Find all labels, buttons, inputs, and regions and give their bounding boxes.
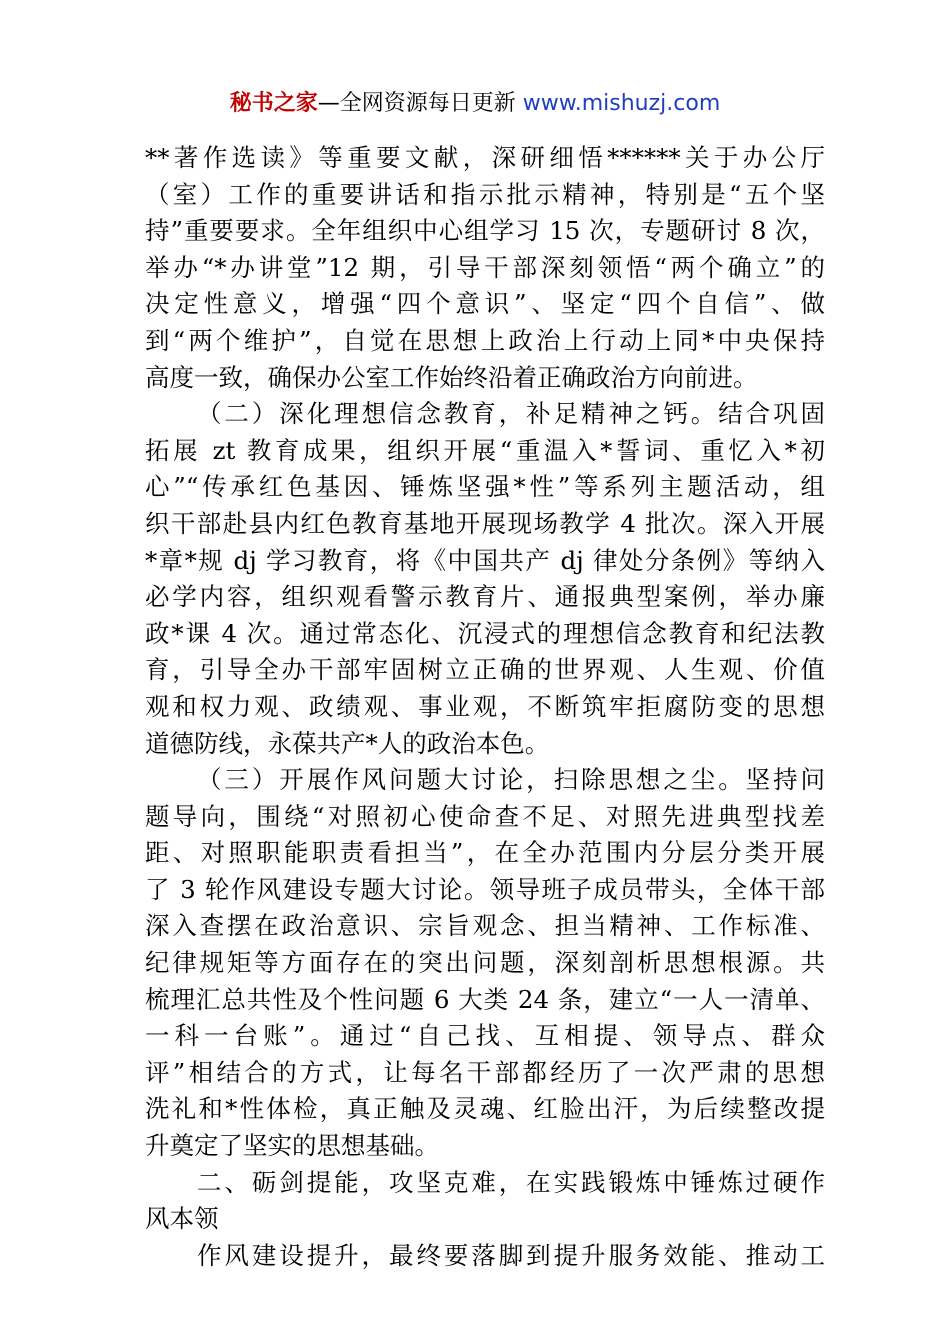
- body-line: 作风建设提升，最终要落脚到提升服务效能、推动工: [197, 1240, 825, 1270]
- body-line: 深入查摆在政治意识、宗旨观念、担当精神、工作标准、: [145, 911, 825, 941]
- body-line: （二）深化理想信念教育，补足精神之钙。结合巩固: [197, 399, 825, 429]
- body-line: （室）工作的重要讲话和指示批示精神，特别是“五个坚: [145, 179, 825, 209]
- body-line: 题导向，围绕“对照初心使命查不足、对照先进典型找差: [145, 801, 825, 831]
- body-line: 梳理汇总共性及个性问题 6 大类 24 条，建立“一人一清单、: [145, 984, 825, 1014]
- body-line: 了 3 轮作风建设专题大讨论。领导班子成员带头，全体干部: [145, 874, 825, 904]
- body-line: （三）开展作风问题大讨论，扫除思想之尘。坚持问: [197, 765, 825, 795]
- site-tagline: —全网资源每日更新: [317, 91, 523, 116]
- body-line: 决定性意义，增强“四个意识”、坚定“四个自信”、做: [145, 289, 825, 319]
- body-line: 举办“*办讲堂”12 期，引导干部深刻领悟“两个确立”的: [145, 252, 825, 282]
- body-line: 高度一致，确保办公室工作始终沿着正确政治方向前进。: [145, 362, 758, 392]
- body-line: *章*规 dj 学习教育，将《中国共产 dj 律处分条例》等纳入: [145, 545, 825, 575]
- body-line: 风本领: [145, 1204, 219, 1234]
- body-line: 育，引导全办干部牢固树立正确的世界观、人生观、价值: [145, 655, 825, 685]
- body-line: 观和权力观、政绩观、事业观，不断筑牢拒腐防变的思想: [145, 691, 825, 721]
- body-line: 洗礼和*性体检，真正触及灵魂、红脸出汗，为后续整改提: [145, 1094, 825, 1124]
- body-line: 到“两个维护”，自觉在思想上政治上行动上同*中央保持: [145, 325, 825, 355]
- site-brand: 秘书之家: [229, 91, 318, 116]
- body-line: 一科一台账”。通过“自己找、互相提、领导点、群众: [145, 1021, 825, 1051]
- body-line: 评”相结合的方式，让每名干部都经历了一次严肃的思想: [145, 1057, 825, 1087]
- site-url-link[interactable]: www.mishuzj.com: [522, 91, 721, 116]
- body-line: 距、对照职能职责看担当”，在全办范围内分层分类开展: [145, 838, 825, 868]
- body-line: 升奠定了坚实的思想基础。: [145, 1131, 439, 1161]
- body-line: 织干部赴县内红色教育基地开展现场教学 4 批次。深入开展: [145, 508, 825, 538]
- site-header: [0, 89, 950, 119]
- body-line: **著作选读》等重要文献，深研细悟******关于办公厅: [145, 143, 825, 172]
- body-line: 心”“传承红色基因、锤炼坚强*性”等系列主题活动，组: [145, 472, 825, 502]
- body-line: 拓展 zt 教育成果，组织开展“重温入*誓词、重忆入*初: [145, 435, 825, 465]
- document-body: [145, 140, 825, 1274]
- body-line: 二、砺剑提能，攻坚克难，在实践锻炼中锤炼过硬作: [197, 1167, 825, 1197]
- body-line: 必学内容，组织观看警示教育片、通报典型案例，举办廉: [145, 582, 825, 612]
- body-line: 纪律规矩等方面存在的突出问题，深刻剖析思想根源。共: [145, 948, 825, 978]
- body-line: 政*课 4 次。通过常态化、沉浸式的理想信念教育和纪法教: [145, 618, 825, 648]
- body-line: 道德防线，永葆共产*人的政治本色。: [145, 728, 550, 758]
- body-line: 持”重要要求。全年组织中心组学习 15 次，专题研讨 8 次，: [145, 216, 825, 246]
